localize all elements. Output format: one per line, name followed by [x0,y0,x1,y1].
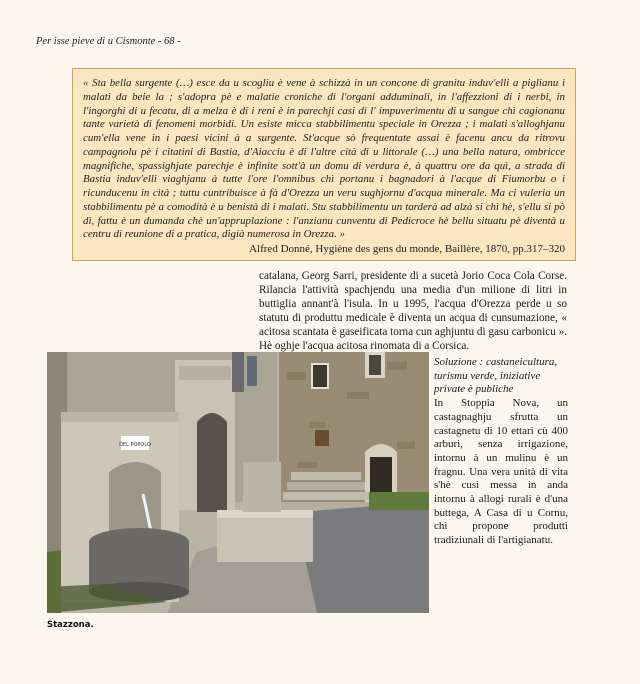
quote-source: Alfred Donné, Hygiène des gens du monde, Baillère, 1870, pp.317–320 [249,243,565,255]
body-paragraph: catalana, Georg Sarri, presidente di a sucetà Jorio Coca Cola Corse. Rilancia l'attività spachjendu una media d'un milione di litri in buttiglia annant'à l'isula. In u 1995, l'acqua d'Orezza perde u so statutu di produttu medicale è diventa un acqua di cunsumazione, « acitosa scantata è gaseificata torna cun aghjuntu di gasu carbonicu ». Hè oghje l'acqua acitosa rinomata di a Corsica. [259,270,567,352]
photo-caption: Stazzona. [47,620,94,630]
quote-box [72,68,576,261]
fountain-plaque: DEL POPOLO [119,442,151,448]
sidebar-text [434,356,568,548]
village-photo [47,352,429,613]
village-photo-illustration [47,352,429,613]
running-head: Per isse pieve di u Cismonte - 68 - [36,36,181,47]
sidebar-title: Soluzione : castaneicultura, turismu verde, iniziative private è publiche [434,356,558,396]
sidebar-body: In Stoppia Nova, un castagnaghju sfrutta un castagnetu di 10 ettari cù 400 arburi, senza irrigazione, intornu à un mulinu è un fragnu. Una vera unità di vita s'hè cusì messa in anda intornu à allogi rurali è d'una buttega, A Casa di u Cornu, chì propone produtti tradiziunali di l'artigianatu. [434,397,568,547]
quote-text: « Sta bella surgente (…) esce da u scogliu è vene à schizzà in un concone di granitu induv'elli a piglianu i malati da beie la ; s'adopra pè e malatie croniche di l'organi adduminali, in l'affezzioni di i nerbi, in l'ingorghi di u fecatu, di a melza è di i reni è in parechji casi di l' impuverimentu di u sangue chì cagionanu tante varietà di fenomeni morbidi. Un esiste micca stabbilimentu speciale in Orezza ; i malati s'alloghjanu cum'ella vene in i paesi vicini à a surgente. St'acque sò frequentate assai è facenu ancu da ritrovu campagnolu pè i citatini di Bastia, d'Aiacciu è di l'altre cità di u littorale (…) una bella natura, ombricce magnifiche, spassighjate parechje è infinite sott'à un domu di verdura è, à quattru ore da quì, a strada di Bastia induv'elli viaghjanu à tutte l'ore l'omnibus chì portanu i bagnadori à l'acque di Fiumorbu o i ricunducenu in cità ; tuttu cuntribuisce à fà d'Orezza un veru sughjornu d'acqua minerale. Ma ci vuleria un stabbilimentu pè a comodità è u benistà di i malati. Stu stabbilimentu un tarderà ad alzà si chì hè, s'ellu si pò dì, fattu è un dumanda chè un'appruplazione : l'anzianu cunventu di Pedicroce hè bellu situatu pè diventà u centru di reunione di a pratica, digià numerosa in Orezza. » [83,77,565,241]
